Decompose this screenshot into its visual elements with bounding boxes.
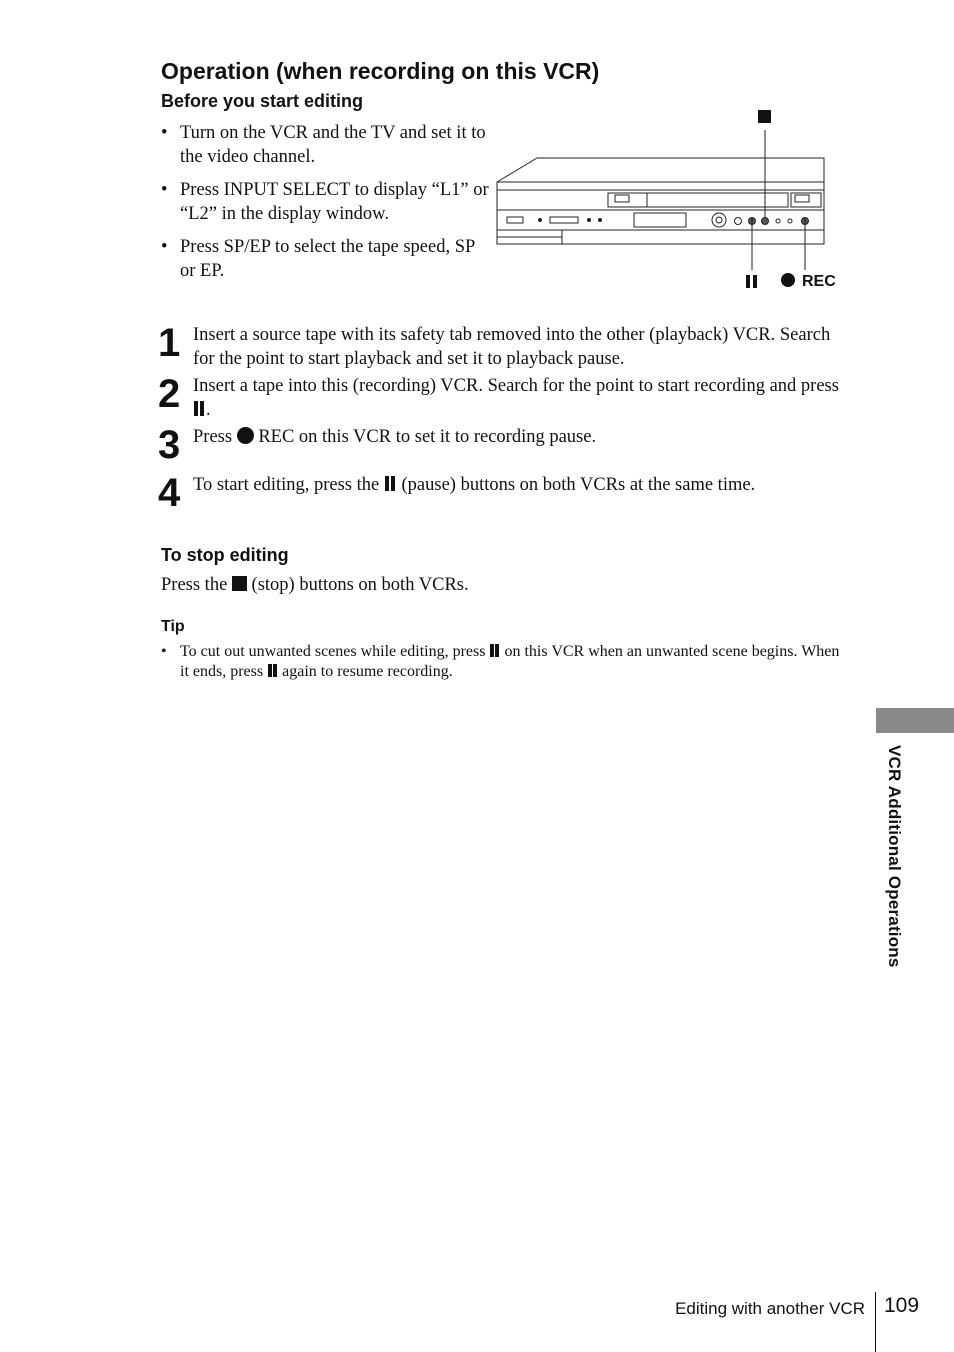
stop-editing-heading: To stop editing <box>161 545 289 565</box>
pause-icon <box>267 664 278 677</box>
stop-text-part: (stop) buttons on both VCRs. <box>246 575 469 595</box>
step-number: 2 <box>158 372 181 416</box>
tip-heading: Tip <box>161 618 185 635</box>
step-text <box>193 374 853 422</box>
side-section-label: VCR Additional Operations <box>885 745 904 968</box>
bullet-mark: • <box>161 180 168 200</box>
bullet-text: Press INPUT SELECT to display “L1” or “L2” in the display window. <box>180 180 489 224</box>
footer-divider <box>875 1292 876 1352</box>
pause-icon <box>384 476 397 491</box>
step-text-part: Press <box>193 427 237 447</box>
step-text-part: . <box>206 400 211 420</box>
pause-icon <box>193 401 206 416</box>
section-tab-marker <box>876 708 954 733</box>
before-heading: Before you start editing <box>161 91 364 111</box>
bullet-mark: • <box>161 643 167 660</box>
step-number: 1 <box>158 321 181 365</box>
footer-title: Editing with another VCR <box>675 1299 865 1318</box>
page-number: 109 <box>884 1294 920 1317</box>
stop-editing-text <box>161 575 469 596</box>
list-item <box>161 235 491 283</box>
stop-text-part: Press the <box>161 575 232 595</box>
bullet-mark: • <box>161 123 168 143</box>
step-text-part: Insert a tape into this (recording) VCR. Search for the point to start recording and press <box>193 376 839 396</box>
record-icon <box>781 273 795 287</box>
vcr-illustration <box>490 100 860 300</box>
tip-text-part: To cut out unwanted scenes while editing, press <box>180 643 490 660</box>
step-text <box>193 425 853 449</box>
stop-icon <box>232 576 247 591</box>
step-text-part: (pause) buttons on both VCRs at the same time. <box>396 475 756 495</box>
record-icon <box>237 427 254 444</box>
tip-text <box>180 642 841 682</box>
list-item <box>161 121 491 169</box>
bullet-text: Press SP/EP to select the tape speed, SP or EP. <box>180 237 475 281</box>
step-text-part: To start editing, press the <box>193 475 384 495</box>
step-text-part: REC on this VCR to set it to recording pause. <box>253 427 597 447</box>
step-number: 3 <box>158 423 181 467</box>
section-title: Operation (when recording on this VCR) <box>161 58 600 84</box>
tip-text-part: again to resume recording. <box>278 663 453 680</box>
pause-icon <box>746 275 757 288</box>
step-number: 4 <box>158 471 181 515</box>
pause-icon <box>489 644 500 657</box>
tip-text-part: on this VCR when an unwanted scene begins. When it ends, press <box>180 643 840 680</box>
rec-label: REC <box>802 273 836 290</box>
tip-item <box>161 642 841 682</box>
list-item <box>161 178 491 226</box>
bullet-text: Turn on the VCR and the TV and set it to the video channel. <box>180 123 486 167</box>
bullet-mark: • <box>161 237 168 257</box>
stop-icon <box>758 110 771 123</box>
step-text <box>193 473 853 497</box>
step-text: Insert a source tape with its safety tab removed into the other (playback) VCR. Search for the point to start playback and set it to playback pause. <box>193 325 831 369</box>
